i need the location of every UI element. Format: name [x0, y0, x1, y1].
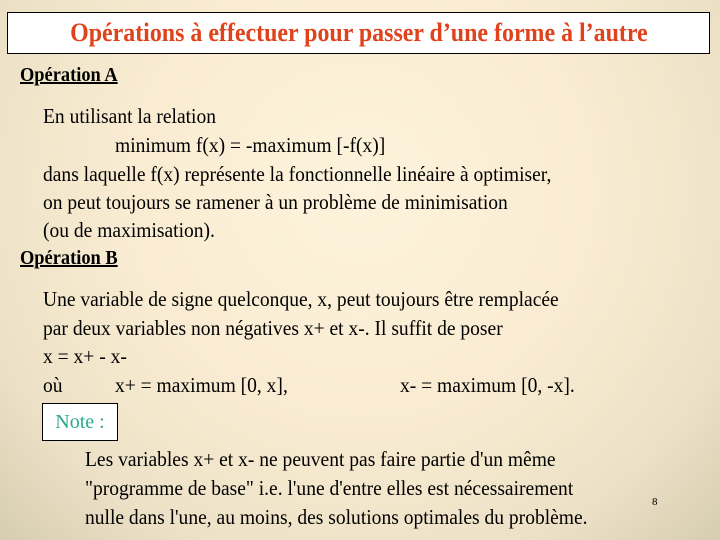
slide-title: Opérations à effectuer pour passer d’une forme à l’autre: [69, 18, 648, 47]
operation-b-xplus-definition: x+ = maximum [0, x],: [115, 373, 288, 397]
note-line-3: nulle dans l'une, au moins, des solutions optimales du problème.: [85, 505, 588, 529]
operation-a-line-3: dans laquelle f(x) représente la fonctionnelle linéaire à optimiser,: [43, 162, 552, 186]
operation-a-line-5: (ou de maximisation).: [43, 218, 215, 242]
operation-b-line-1: Une variable de signe quelconque, x, peut toujours être remplacée: [43, 287, 559, 311]
operation-b-xminus-definition: x- = maximum [0, -x].: [400, 373, 575, 397]
operation-b-heading: Opération B: [20, 247, 118, 269]
note-line-1: Les variables x+ et x- ne peuvent pas faire partie d'un même: [85, 447, 556, 471]
operation-a-formula: minimum f(x) = -maximum [-f(x)]: [115, 133, 386, 157]
note-line-2: "programme de base" i.e. l'une d'entre elles est nécessairement: [85, 476, 574, 500]
note-label: Note :: [55, 410, 105, 433]
operation-b-where-word: où: [43, 373, 63, 397]
slide-title-box: [7, 12, 710, 54]
operation-b-formula: x = x+ - x-: [43, 344, 127, 368]
note-label-box: [42, 403, 118, 441]
slide-page-number: 8: [652, 496, 658, 508]
operation-a-line-1: En utilisant la relation: [43, 104, 217, 128]
operation-a-line-4: on peut toujours se ramener à un problème de minimisation: [43, 190, 508, 214]
operation-b-line-2: par deux variables non négatives x+ et x-. Il suffit de poser: [43, 316, 503, 340]
operation-a-heading: Opération A: [20, 64, 118, 86]
